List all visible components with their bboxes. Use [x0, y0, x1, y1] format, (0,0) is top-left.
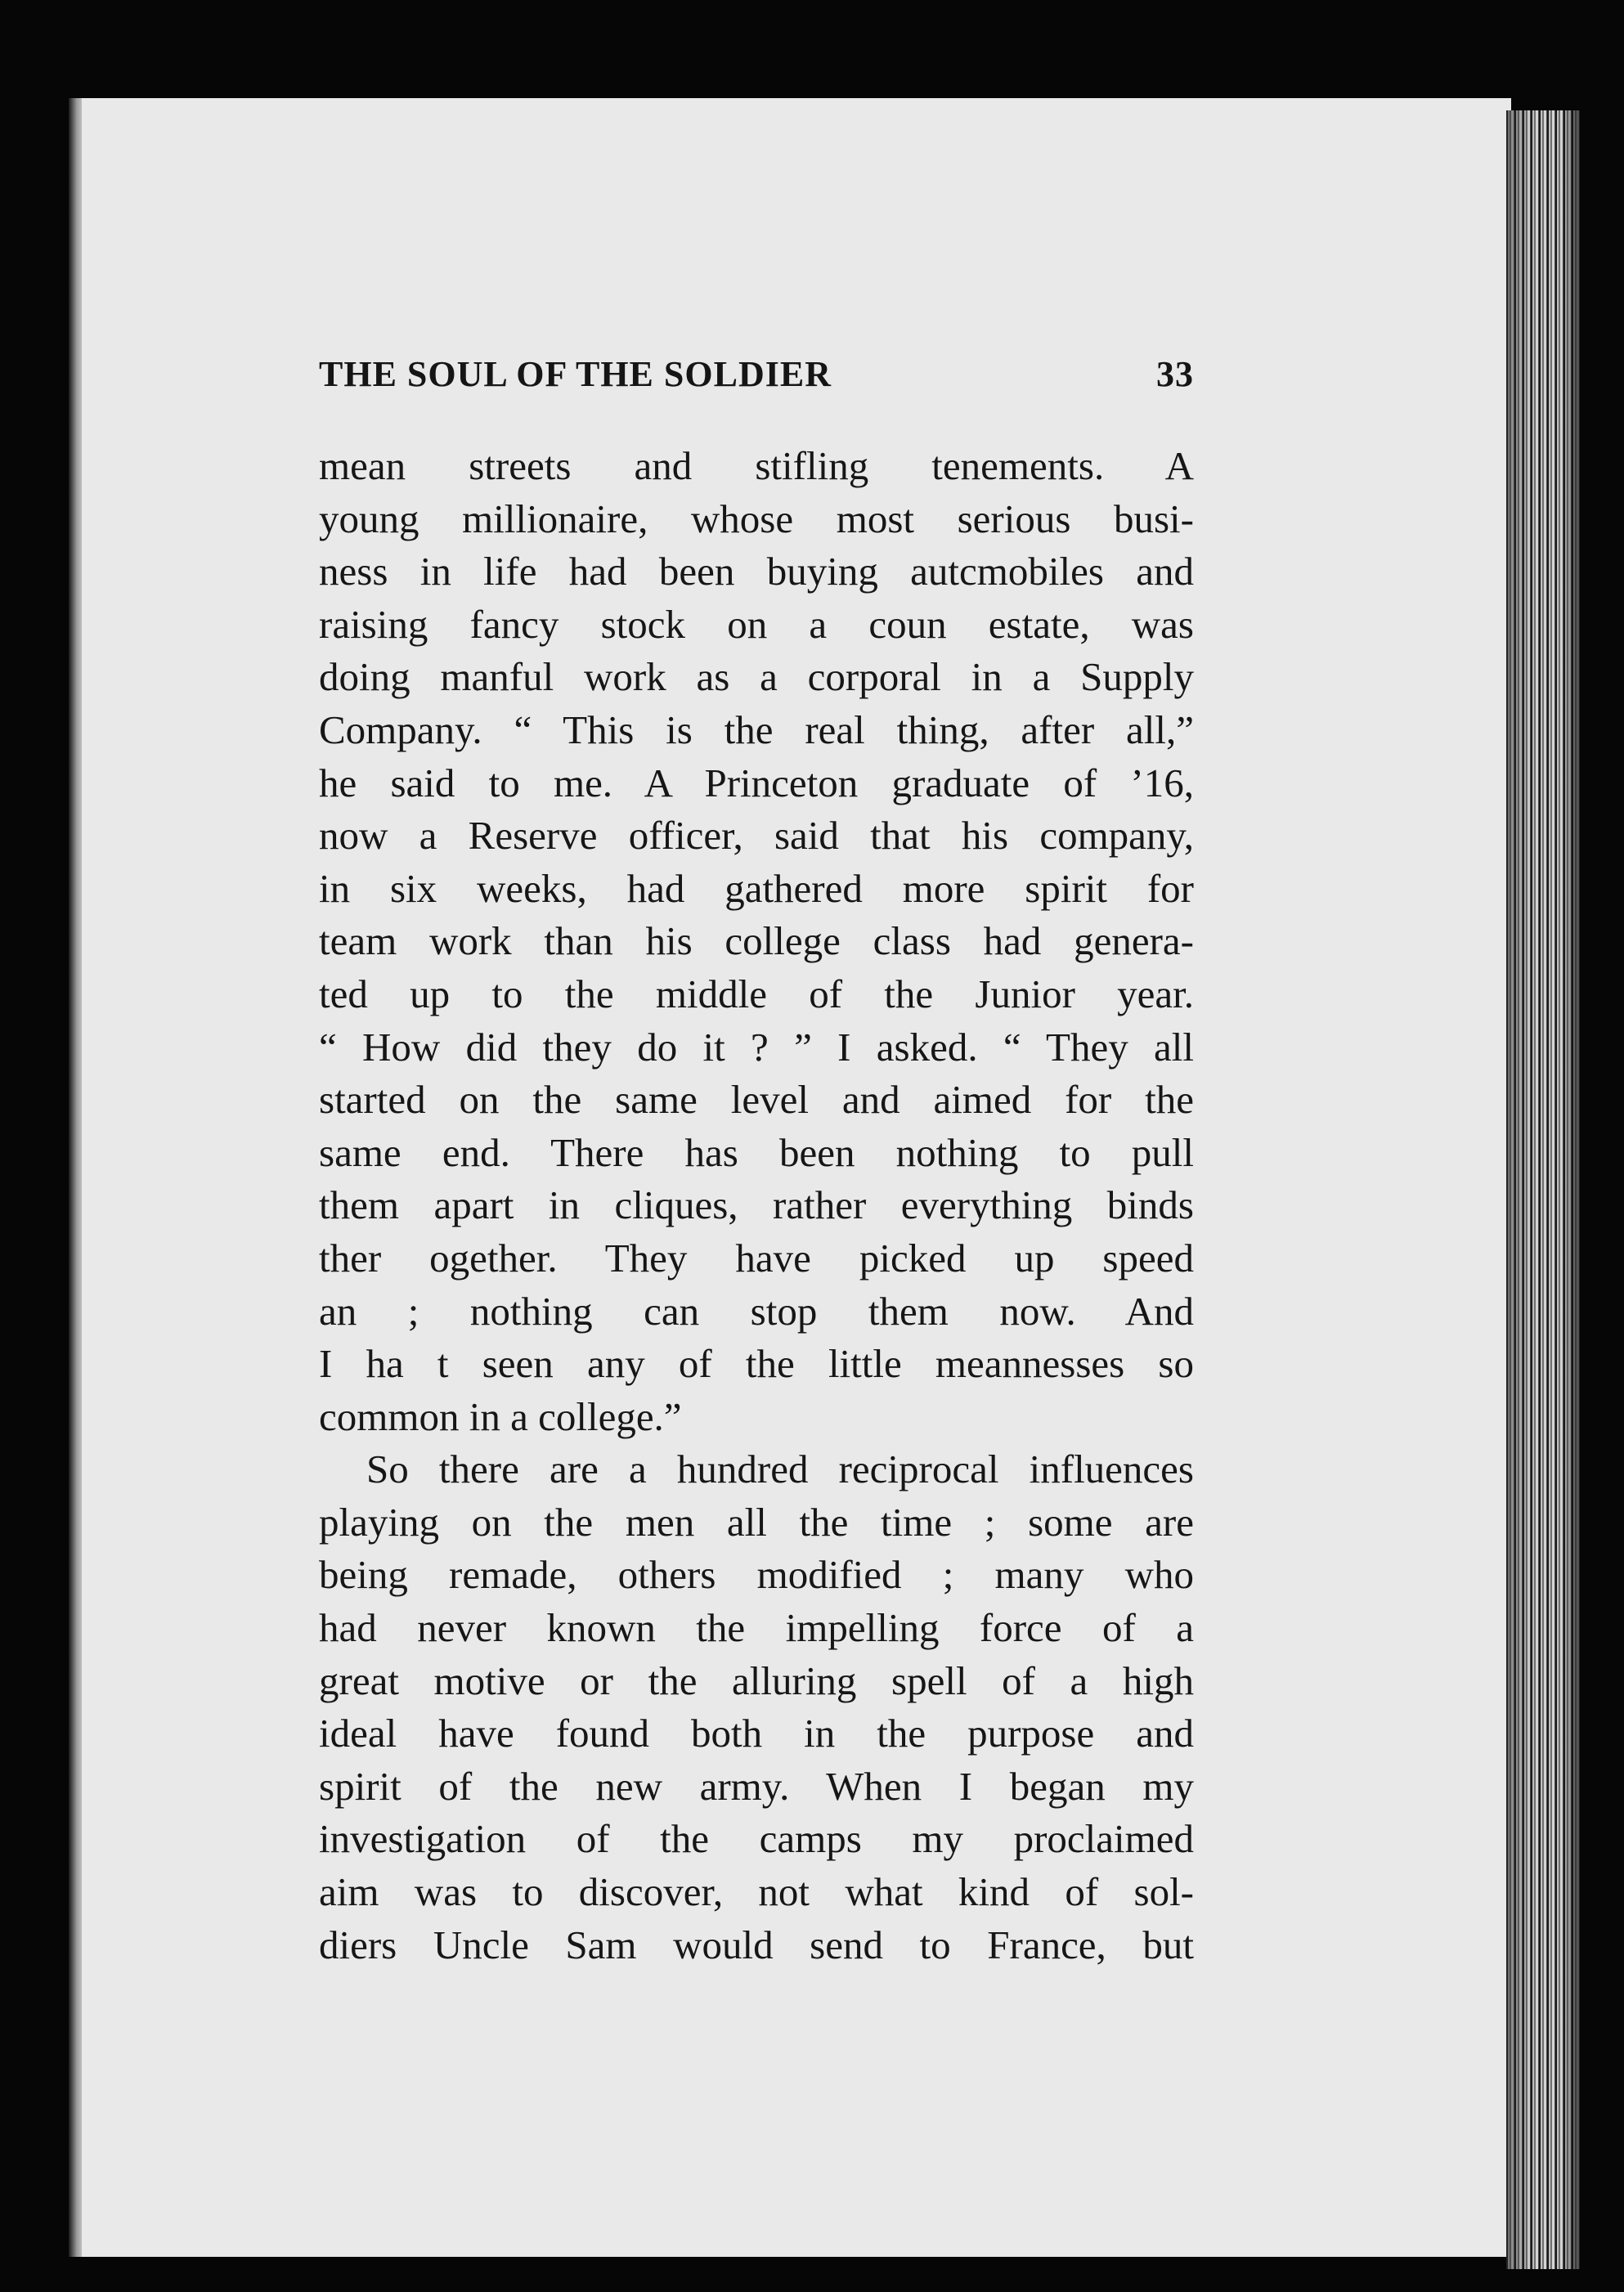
text-line: spirit of the new army. When I began my: [319, 1763, 1194, 1809]
text-line: being remade, others modified ; many who: [319, 1552, 1194, 1598]
text-line: had never known the impelling force of a: [319, 1605, 1194, 1651]
text-line: same end. There has been nothing to pull: [319, 1129, 1194, 1175]
text-line: he said to me. A Princeton graduate of ’16,: [319, 760, 1194, 805]
text-line: in six weeks, had gathered more spirit for: [319, 865, 1194, 911]
text-line: great motive or the alluring spell of a high: [319, 1657, 1194, 1703]
text-line: investigation of the camps my proclaimed: [319, 1816, 1194, 1862]
text-line: ideal have found both in the purpose and: [319, 1711, 1194, 1756]
text-line: team work than his college class had genera-: [319, 918, 1194, 964]
text-line: aim was to discover, not what kind of sol-: [319, 1869, 1194, 1915]
text-line: common in a college.”: [319, 1393, 682, 1439]
page-number: 33: [1156, 354, 1194, 394]
text-line: Company. “ This is the real thing, after all,”: [319, 706, 1194, 752]
text-line: ness in life had been buying autcmobiles and: [319, 549, 1194, 594]
text-line: raising fancy stock on a coun estate, was: [319, 601, 1194, 647]
page-stack-shadow: [1506, 110, 1580, 2269]
text-line: them apart in cliques, rather everything binds: [319, 1182, 1194, 1228]
text-line: “ How did they do it ? ” I asked. “ They all: [319, 1024, 1194, 1070]
running-head: [319, 353, 1194, 402]
running-head-title: THE SOUL OF THE SOLDIER: [319, 354, 832, 394]
text-line: diers Uncle Sam would send to France, but: [319, 1922, 1194, 1967]
text-line: doing manful work as a corporal in a Supply: [319, 654, 1194, 700]
text-line: ther ogether. They have picked up speed: [319, 1235, 1194, 1281]
text-line: young millionaire, whose most serious busi-: [319, 496, 1194, 541]
text-line: ted up to the middle of the Junior year.: [319, 971, 1194, 1016]
text-line: started on the same level and aimed for the: [319, 1077, 1194, 1123]
body-text: [319, 440, 1194, 1971]
text-line: I ha t seen any of the little meannesses so: [319, 1341, 1194, 1387]
text-line: So there are a hundred reciprocal influences: [366, 1447, 1194, 1492]
text-line: now a Reserve officer, said that his company,: [319, 813, 1194, 859]
text-line: mean streets and stifling tenements. A: [319, 443, 1194, 488]
text-line: playing on the men all the time ; some are: [319, 1499, 1194, 1545]
text-line: an ; nothing can stop them now. And: [319, 1288, 1194, 1334]
